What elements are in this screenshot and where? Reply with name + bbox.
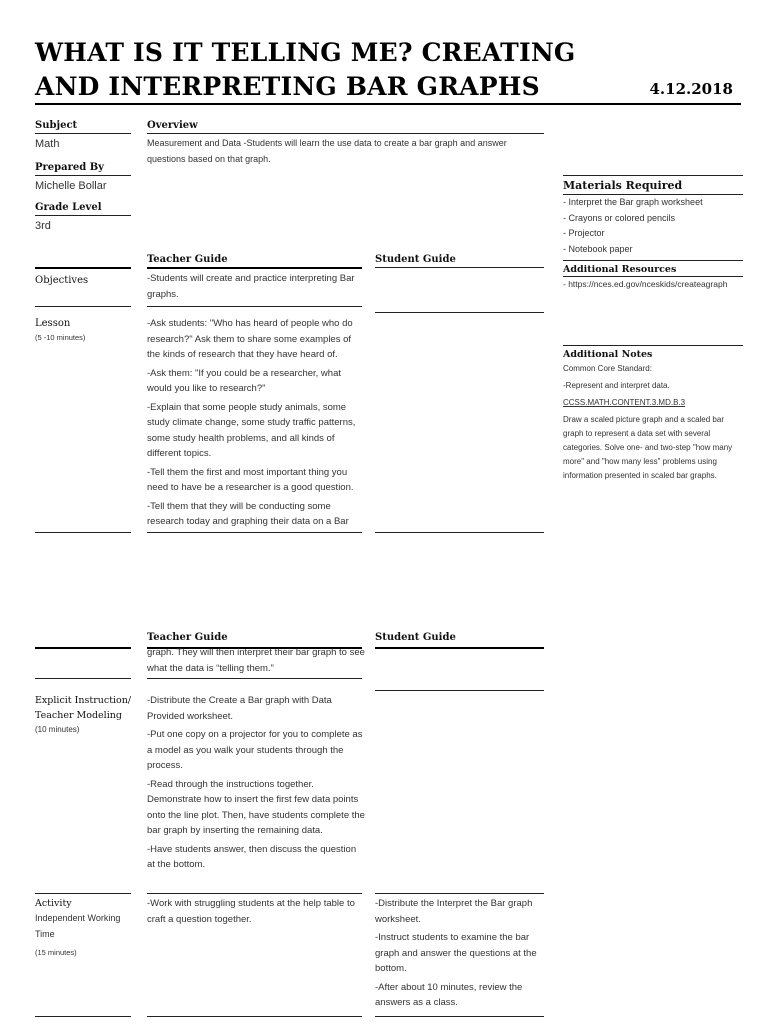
- divider: [35, 1016, 131, 1017]
- prepared-by-value: Michelle Bollar: [35, 180, 107, 192]
- explicit-label-line: Teacher Modeling: [35, 710, 122, 721]
- explicit-step: -Distribute the Create a Bar graph with Data Provided worksheet.: [147, 695, 332, 722]
- divider: [35, 532, 131, 533]
- divider: [375, 1016, 544, 1017]
- objectives-teacher: -Students will create and practice interpreting Bar graphs.: [147, 273, 355, 300]
- grade-level-value: 3rd: [35, 220, 51, 232]
- divider: [375, 312, 544, 313]
- divider: [375, 690, 544, 691]
- objectives-label: Objectives: [35, 275, 89, 286]
- divider: [147, 893, 362, 894]
- activity-sublabel-line: Independent Working: [35, 913, 121, 923]
- materials-item: - Notebook paper: [563, 243, 633, 254]
- notes-code-link[interactable]: CCSS.MATH.CONTENT.3.MD.B.3: [563, 398, 686, 407]
- materials-item: - Interpret the Bar graph worksheet: [563, 197, 703, 207]
- materials-label: Materials Required: [563, 179, 683, 192]
- explicit-step: -Have students answer, then discuss the question at the bottom.: [147, 843, 357, 870]
- date: 4.12.2018: [649, 80, 733, 98]
- activity-sublabel: [35, 911, 135, 942]
- activity-student: [375, 896, 547, 1014]
- explicit-teacher: [147, 693, 365, 876]
- grade-level-label: Grade Level: [35, 202, 102, 213]
- notes-line: -Represent and interpret data.: [563, 381, 670, 390]
- subject-label: Subject: [35, 120, 78, 131]
- divider: [375, 532, 544, 533]
- activity-sublabel-line: Time: [35, 928, 55, 939]
- page-title: [35, 36, 635, 104]
- divider: [147, 678, 362, 679]
- lesson-continuation: graph. They will then interpret their bar graph to see what the data is “telling them.”: [147, 647, 365, 674]
- activity-step: -Instruct students to examine the bar graph and answer the questions at the bottom.: [375, 932, 537, 974]
- materials-item: - Crayons or colored pencils: [563, 212, 676, 223]
- overview-label: Overview: [147, 120, 198, 131]
- explicit-label: [35, 693, 131, 723]
- teacher-guide-header: Teacher Guide: [147, 254, 228, 265]
- divider: [375, 893, 544, 894]
- title-line-2: AND INTERPRETING BAR GRAPHS: [35, 72, 540, 101]
- explicit-step: -Put one copy on a projector for you to complete as a model as you walk your students through the process.: [147, 729, 363, 771]
- divider: [35, 678, 131, 679]
- divider: [375, 267, 544, 268]
- lesson-step: -Ask students: "Who has heard of people who do research?" Ask them to share some examples of the kinds of research that they have heard of.: [147, 318, 353, 360]
- lesson-step: -Explain that some people study animals, some study climate change, some study traffic patterns, some study health problems, and all kinds of different topics.: [147, 401, 356, 459]
- notes-body: [563, 362, 743, 486]
- notes-text: Draw a scaled picture graph and a scaled bar graph to represent a data set with several categories. Solve one- and two-step "how many more" and "how many less" problems using information presented in scaled bar graphs.: [563, 415, 733, 480]
- lesson-step: -Tell them the first and most important thing you need to have be a researcher is a good question.: [147, 466, 354, 493]
- divider: [563, 345, 743, 346]
- divider: [35, 893, 131, 894]
- overview-text: Measurement and Data -Students will learn the use data to create a bar graph and answer questions based on that graph.: [147, 138, 507, 164]
- student-guide-header: Student Guide: [375, 254, 456, 265]
- materials-list: [563, 195, 743, 257]
- resource-link[interactable]: - https://nces.ed.gov/nceskids/createagraph: [563, 279, 728, 289]
- divider: [147, 306, 362, 307]
- explicit-duration: (10 minutes): [35, 725, 80, 734]
- activity-teacher: -Work with struggling students at the help table to craft a question together.: [147, 898, 355, 925]
- lesson-duration: (5 -10 minutes): [35, 333, 86, 342]
- activity-label: Activity: [35, 898, 72, 909]
- lesson-label: Lesson: [35, 318, 71, 329]
- divider: [35, 175, 131, 176]
- notes-label: Additional Notes: [563, 349, 653, 360]
- lesson-teacher: [147, 316, 365, 533]
- teacher-guide-header-2: Teacher Guide: [147, 632, 228, 643]
- activity-step: -Distribute the Interpret the Bar graph worksheet.: [375, 898, 533, 925]
- divider: [35, 267, 131, 269]
- materials-item: - Projector: [563, 228, 605, 238]
- resources-label: Additional Resources: [563, 264, 677, 275]
- divider: [147, 532, 362, 533]
- divider: [147, 1016, 362, 1017]
- lesson-step: -Ask them: "If you could be a researcher, what would you like to research?": [147, 367, 341, 394]
- notes-standard: Common Core Standard:: [563, 364, 652, 373]
- title-line-1: WHAT IS IT TELLING ME? CREATING: [35, 38, 576, 67]
- subject-value: Math: [35, 138, 60, 150]
- explicit-label-line: Explicit Instruction/: [35, 695, 132, 706]
- lesson-step: -Tell them that they will be conducting some research today and graphing their data on a Bar: [147, 500, 349, 527]
- divider: [147, 267, 362, 269]
- activity-step: -After about 10 minutes, review the answers as a class.: [375, 981, 523, 1008]
- divider: [35, 306, 131, 307]
- divider: [35, 133, 131, 134]
- student-guide-header-2: Student Guide: [375, 632, 456, 643]
- prepared-by-label: Prepared By: [35, 162, 104, 173]
- divider: [35, 647, 131, 649]
- divider: [375, 647, 544, 649]
- header-divider: [35, 103, 741, 105]
- activity-duration: (15 minutes): [35, 948, 77, 957]
- divider: [563, 175, 743, 176]
- divider: [147, 133, 544, 134]
- divider: [35, 215, 131, 216]
- divider: [563, 260, 743, 261]
- explicit-step: -Read through the instructions together. Demonstrate how to insert the first few data points onto the line plot. Then, have students complete the bar graph by inserting the remaining data.: [147, 778, 365, 836]
- resources-list: [563, 277, 748, 293]
